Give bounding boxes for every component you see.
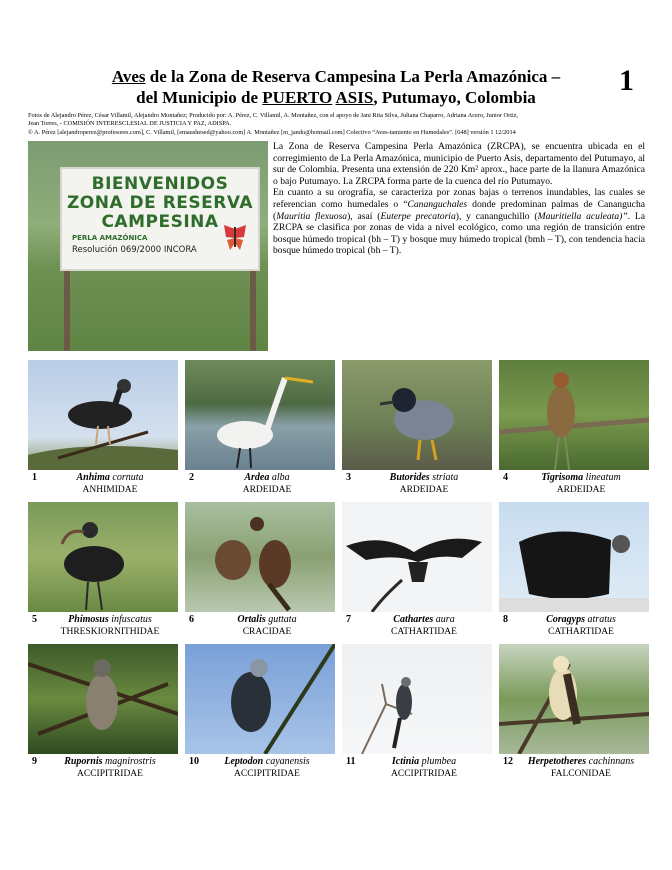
species-card — [185, 502, 335, 638]
title-puerto: PUERTO — [262, 88, 333, 107]
species-caption — [499, 754, 649, 780]
species-family: ANHIMIDAE — [82, 485, 138, 495]
species-number: 7 — [346, 614, 351, 625]
species-caption — [342, 612, 492, 638]
species-card — [342, 360, 492, 496]
credits-line-1: Fotos de Alejandro Pérez, César Villamil, Alejandro Montañez; Producido por: A. Pérez, C. Villamil, A. Montañez, con el apoyo de Jani Rita Silva, Juliana Chaparro, Adriana Acero, Junior Ortiz, — [28, 112, 519, 119]
species-card — [28, 360, 178, 496]
species-name — [185, 756, 335, 768]
intro-italic: Euterpe precatoria — [380, 210, 456, 222]
bird-photo — [499, 644, 649, 754]
species-name — [342, 614, 492, 626]
species-name — [185, 472, 335, 484]
species-genus: Anhima — [76, 472, 110, 483]
species-epithet: striata — [432, 472, 459, 483]
species-name — [342, 756, 492, 768]
species-family: ARDEIDAE — [242, 485, 292, 495]
bird-photo-art — [499, 360, 649, 470]
species-epithet: magnirostris — [105, 756, 156, 767]
species-caption — [342, 470, 492, 496]
species-epithet: infuscatus — [111, 614, 152, 625]
species-name — [499, 472, 649, 484]
sign-line-1: BIENVENIDOS — [91, 174, 229, 194]
bird-photo — [342, 360, 492, 470]
bird-photo-art — [28, 360, 178, 470]
species-family: FALCONIDAE — [551, 769, 611, 779]
species-epithet: cachinnans — [588, 756, 635, 767]
title-line-1 — [0, 66, 672, 87]
intro-text-span: ), y cananguchillo ( — [455, 210, 538, 222]
bird-photo-art — [185, 502, 335, 612]
bird-photo-art — [342, 502, 492, 612]
species-card — [185, 360, 335, 496]
credits-line-2: Jean Torres, - COMISIÓN INTERESCLESIAL DE JUSTICIA Y PAZ, ADISPA. — [28, 120, 232, 128]
species-caption — [28, 612, 178, 638]
species-family: ACCIPITRIDAE — [391, 769, 457, 779]
welcome-sign — [60, 167, 260, 271]
title-rest-2: , Putumayo, Colombia — [373, 88, 536, 107]
species-card — [499, 360, 649, 496]
species-genus: Ortalis — [237, 614, 266, 625]
species-number: 1 — [32, 472, 37, 483]
species-epithet: alba — [271, 472, 290, 483]
page-number: 1 — [619, 64, 634, 97]
bird-photo-art — [28, 502, 178, 612]
species-genus: Ardea — [244, 472, 270, 483]
species-number: 8 — [503, 614, 508, 625]
bird-photo-art — [342, 360, 492, 470]
title-block — [0, 66, 672, 108]
bird-photo — [342, 644, 492, 754]
intro-text-span: . La ZRCPA se clasifica por zonas de vida a nivel ecológico, como una región de transición entre bosque húmedo tropical (bh – T) y bosque muy húmedo tropical (bmh – T), con tendencia hacia bosque húmedo tropical (bh – T). — [273, 210, 645, 257]
species-family: CRACIDAE — [242, 627, 292, 637]
species-name — [185, 614, 335, 626]
species-family: THRESKIORNITHIDAE — [60, 627, 160, 637]
species-number: 5 — [32, 614, 37, 625]
species-family: CATHARTIDAE — [391, 627, 457, 637]
bird-photo-art — [499, 502, 649, 612]
species-number: 12 — [503, 756, 513, 767]
species-genus: Phimosus — [68, 614, 109, 625]
species-name — [499, 614, 649, 626]
species-card — [499, 502, 649, 638]
species-genus: Tigrisoma — [541, 472, 584, 483]
species-genus: Coragyps — [546, 614, 586, 625]
title-line-2 — [0, 87, 672, 108]
sign-post — [250, 261, 256, 351]
species-number: 2 — [189, 472, 194, 483]
species-number: 3 — [346, 472, 351, 483]
bird-photo-art — [185, 360, 335, 470]
species-family: ACCIPITRIDAE — [234, 769, 300, 779]
intro-paragraph-1: La Zona de Reserva Campesina Perla Amazónica (ZRCPA), se encuentra ubicada en el corregimiento de La Perla Amazónica, municipio de Puerto Asis, departamento del Putumayo, al sur de Colombia. Presenta una extensión de 220 Km² aprox., hace parte de la llanura Amazónica o bajo Putumayo. La ZRCPA forma parte de la cuenca del río Putumayo. — [273, 141, 645, 187]
species-epithet: guttata — [268, 614, 297, 625]
species-family: ACCIPITRIDAE — [77, 769, 143, 779]
species-name — [499, 756, 649, 768]
species-caption — [185, 612, 335, 638]
intro-italic: Mauritiella aculeata)” — [537, 210, 628, 222]
species-number: 9 — [32, 756, 37, 767]
bird-photo — [28, 502, 178, 612]
species-genus: Leptodon — [224, 756, 264, 767]
species-card — [342, 502, 492, 638]
bird-photo-art — [499, 644, 649, 754]
bird-photo — [499, 502, 649, 612]
species-number: 10 — [189, 756, 199, 767]
credits-copyright: © A. Pérez [alejandroperez@profesores.com], C. Villamil, [emaushesed@yahoo.com] A. Montañez [m_jando@hotmail.com] Colectivo “Aves-tamiento en Humedales”. [648] versión 1 12/2014 — [28, 129, 516, 137]
bird-photo — [499, 360, 649, 470]
species-family: ARDEIDAE — [399, 485, 449, 495]
species-family: ARDEIDAE — [556, 485, 606, 495]
sign-post — [64, 261, 70, 351]
bird-photo — [342, 502, 492, 612]
sign-line-2: ZONA DE RESERVA — [66, 193, 254, 213]
sign-sub: PERLA AMAZÓNICA — [72, 234, 148, 242]
species-epithet: cornuta — [112, 472, 144, 483]
title-aves: Aves — [111, 67, 146, 86]
bird-photo-art — [342, 644, 492, 754]
species-caption — [28, 470, 178, 496]
species-card — [342, 644, 492, 780]
title-asis: ASIS — [335, 88, 374, 107]
species-caption — [499, 612, 649, 638]
sign-line-3: CAMPESINA — [101, 212, 219, 232]
intro-text — [273, 141, 645, 257]
intro-italic: Mauritia flexuosa — [276, 210, 348, 222]
species-name — [28, 472, 178, 484]
species-caption — [185, 754, 335, 780]
species-epithet: aura — [435, 614, 455, 625]
title-rest-1: de la Zona de Reserva Campesina La Perla Amazónica – — [145, 67, 561, 86]
species-genus: Butorides — [389, 472, 430, 483]
species-caption — [185, 470, 335, 496]
title-part: del Municipio de — [136, 88, 263, 107]
bird-photo — [185, 360, 335, 470]
species-number: 11 — [346, 756, 356, 767]
species-epithet: cayanensis — [265, 756, 310, 767]
species-genus: Rupornis — [64, 756, 103, 767]
species-number: 6 — [189, 614, 194, 625]
sign-resolution: Resolución 069/2000 INCORA — [72, 245, 197, 255]
bird-photo — [185, 502, 335, 612]
intro-text-span: En cuanto a su orografía, se caracteriza por zonas bajas o terrenos inundables, las cuales se referencian como humedales o “ — [273, 187, 645, 210]
species-caption — [28, 754, 178, 780]
species-genus: Cathartes — [393, 614, 434, 625]
species-family: CATHARTIDAE — [548, 627, 614, 637]
species-number: 4 — [503, 472, 508, 483]
species-caption — [499, 470, 649, 496]
species-card — [499, 644, 649, 780]
bird-photo — [185, 644, 335, 754]
credits — [28, 112, 648, 138]
species-name — [28, 756, 178, 768]
butterfly-icon — [222, 223, 248, 253]
species-caption — [342, 754, 492, 780]
sign-photo — [28, 141, 268, 351]
intro-paragraph-2 — [273, 187, 645, 257]
species-epithet: lineatum — [585, 472, 621, 483]
bird-photo — [28, 360, 178, 470]
species-epithet: plumbea — [421, 756, 457, 767]
species-name — [342, 472, 492, 484]
species-card — [185, 644, 335, 780]
bird-photo-art — [28, 644, 178, 754]
species-card — [28, 644, 178, 780]
intro-italic: Cananguchales — [407, 198, 468, 210]
species-card — [28, 502, 178, 638]
intro-text-span: ), asaí ( — [347, 210, 381, 222]
species-genus: Herpetotheres — [527, 756, 587, 767]
species-epithet: atratus — [587, 614, 616, 625]
intro-text-span: donde predominan palmas de Canangucha ( — [273, 198, 645, 222]
species-name — [28, 614, 178, 626]
bird-photo-art — [185, 644, 335, 754]
species-genus: Ictinia — [391, 756, 420, 767]
bird-photo — [28, 644, 178, 754]
